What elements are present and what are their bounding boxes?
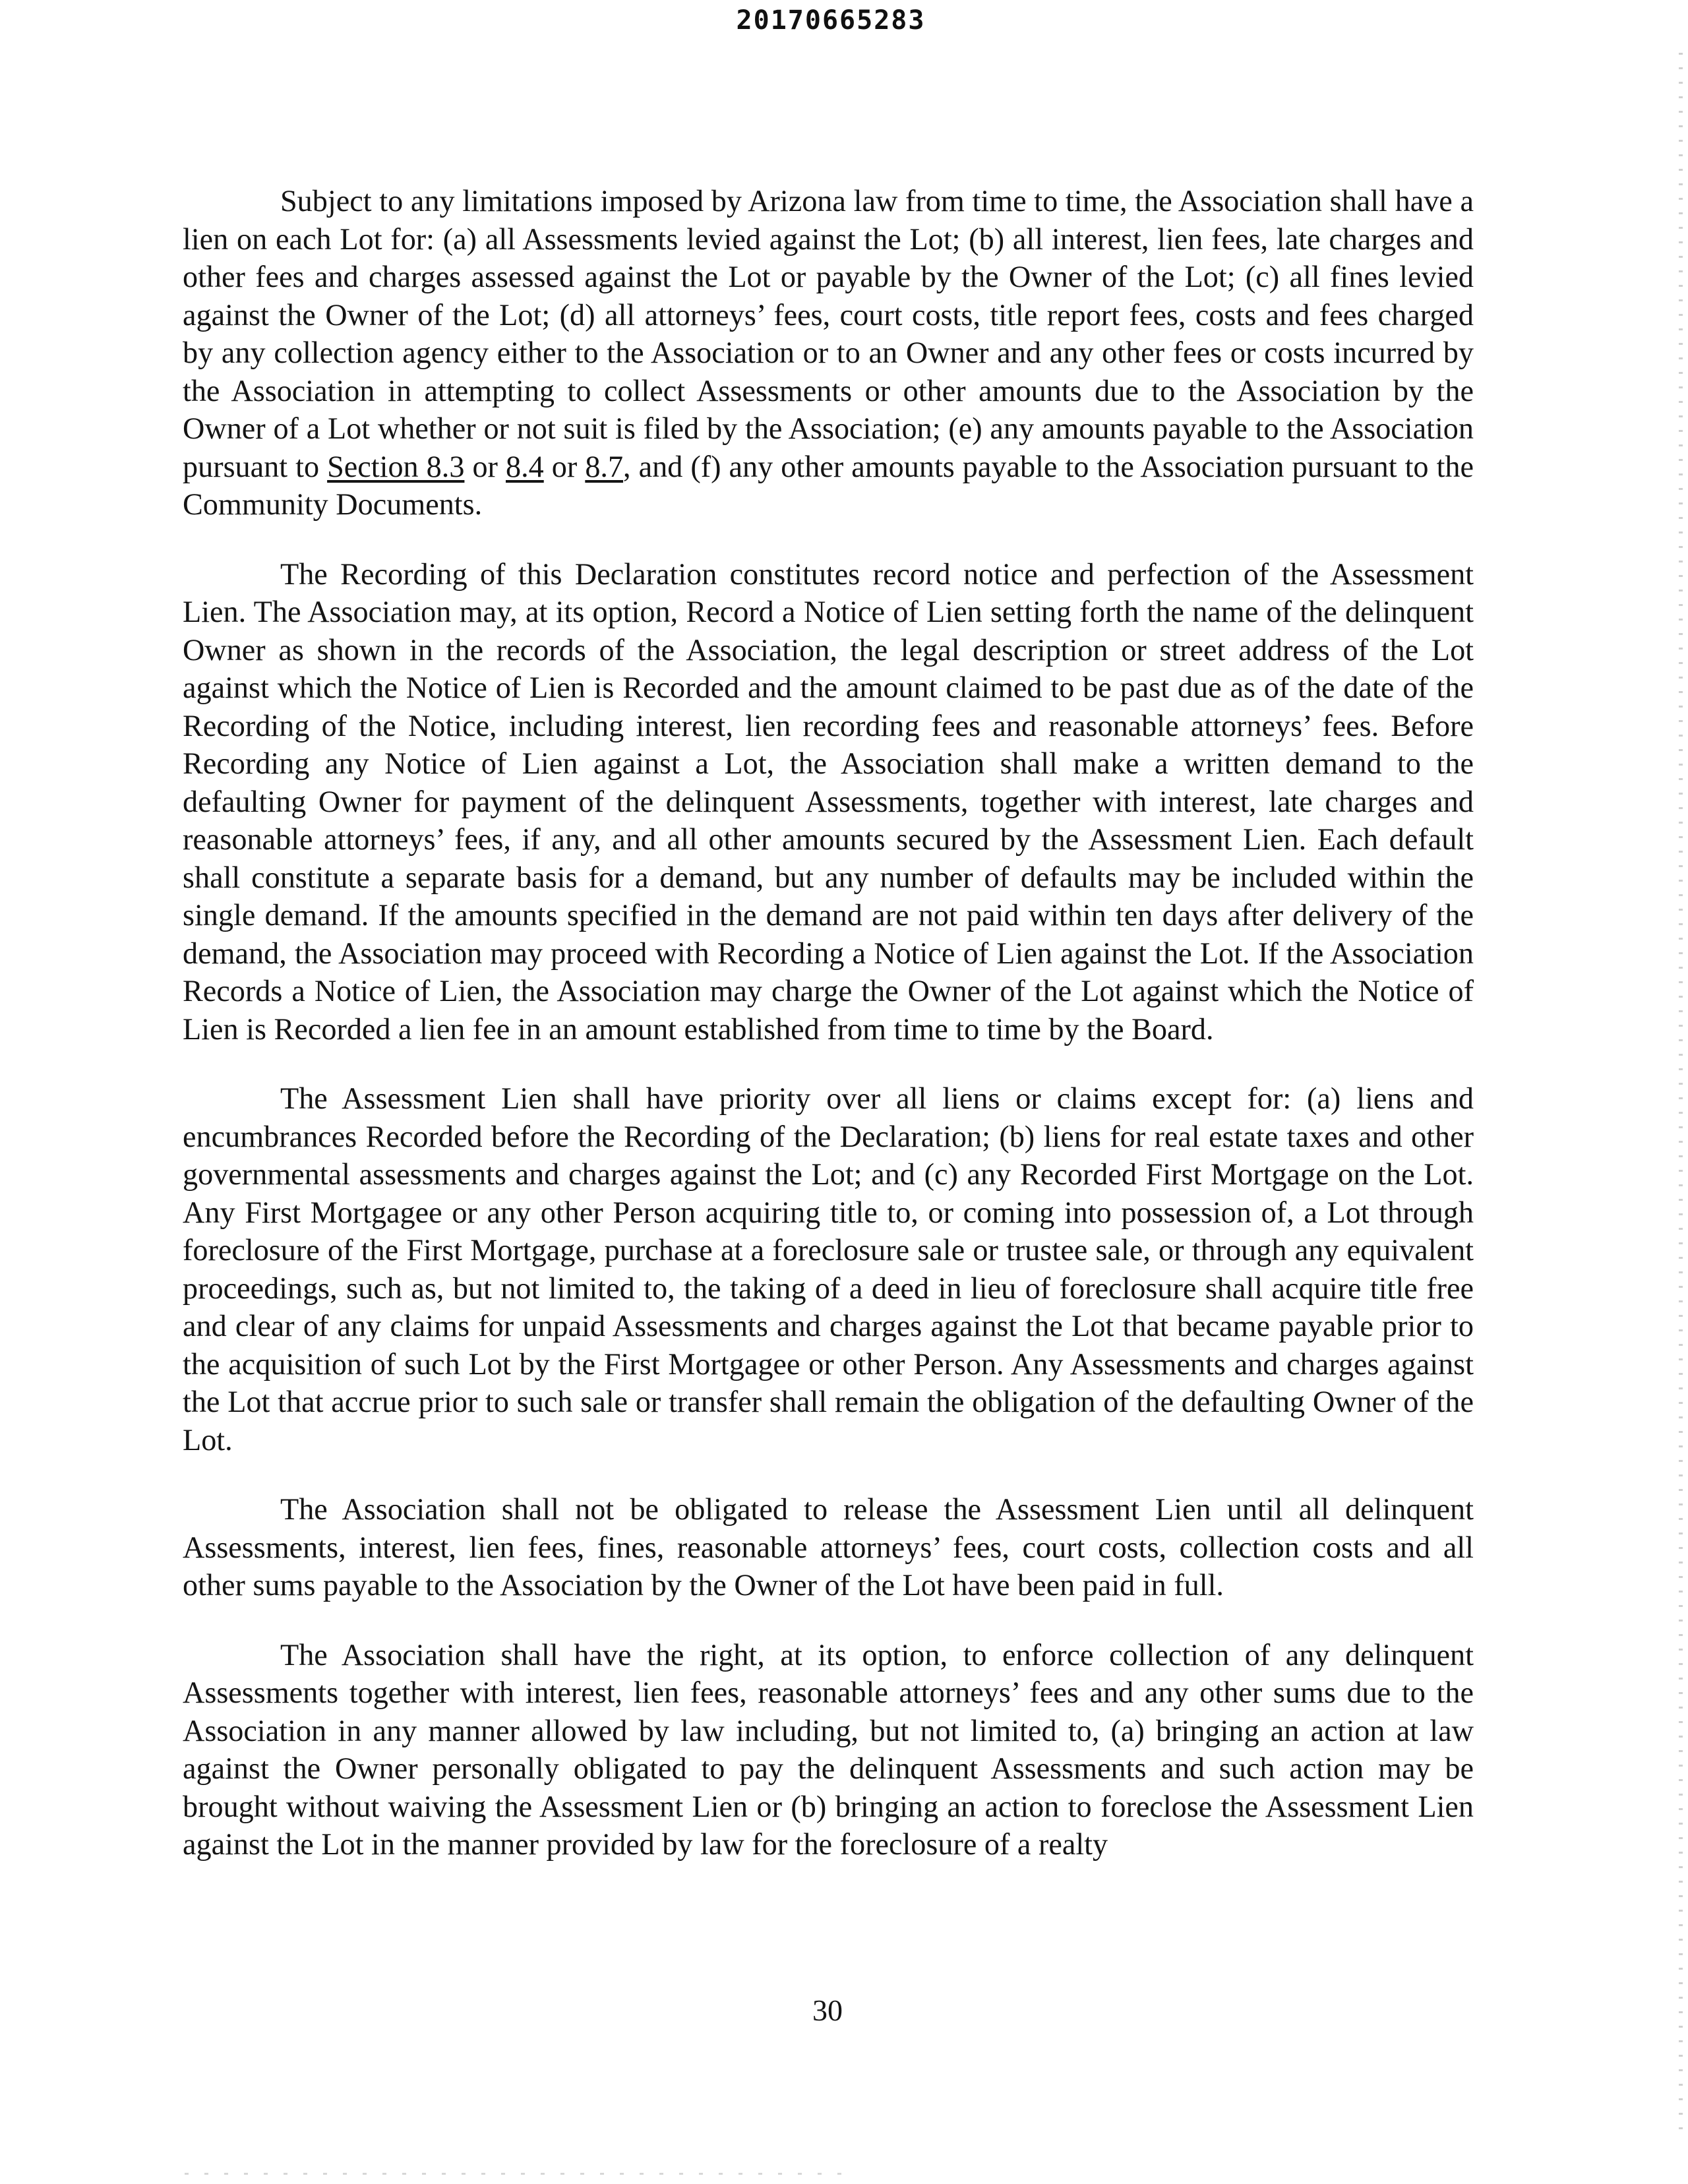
section-reference: Section 8.3 [327,449,465,483]
scan-edge-artifact [1679,53,1683,2130]
paragraph-lien-priority: The Assessment Lien shall have priority over all liens or claims except for: (a) liens and encumbrances Recorded before the Recording of the Declaration; (b) liens for real estate taxes and other governmental assessments and charges against the Lot; and (c) any Recorded First Mortgage on the Lot. Any First Mortgagee or any other Person acquiring title to, or coming into possession of, a Lot through foreclosure of the First Mortgage, purchase at a foreclosure sale or trustee sale, or through any equivalent proceedings, such as, but not limited to, the taking of a deed in lieu of foreclosure shall acquire title free and clear of any claims for unpaid Assessments and charges against the Lot that became payable prior to the acquisition of such Lot by the First Mortgagee or other Person. Any Assessments and charges against the Lot that accrue prior to such sale or transfer shall remain the obligation of the defaulting Owner of the Lot. [183,1081,1474,1457]
paragraph-notice-of-lien: The Recording of this Declaration constitutes record notice and perfection of the Assessment Lien. The Association may, at its option, Record a Notice of Lien setting forth the name of the delinquent Owner as shown in the records of the Association, the legal description or street address of the Lot against which the Notice of Lien is Recorded and the amount claimed to be past due as of the date of the Recording of the Notice, including interest, lien recording fees and reasonable attorneys’ fees. Before Recording any Notice of Lien against a Lot, the Association shall make a written demand to the defaulting Owner for payment of the delinquent Assessments, together with interest, late charges and reasonable attorneys’ fees, if any, and all other amounts secured by the Assessment Lien. Each default shall constitute a separate basis for a demand, but any number of defaults may be included within the single demand. If the amounts specified in the demand are not paid within ten days after delivery of the demand, the Association may proceed with Recording a Notice of Lien against the Lot. If the Association Records a Notice of Lien, the Association may charge the Owner of the Lot against which the Notice of Lien is Recorded a lien fee in an amount established from time to time by the Board. [183,557,1474,1046]
paragraph-text: , and (f) any other amounts payable to the Association pursuant to the Community Documents. [183,449,1474,521]
page-number: 30 [812,1993,843,2027]
document-body [183,182,1474,1895]
section-reference: 8.4 [506,449,544,483]
paragraph-text: or [543,449,586,483]
scan-bottom-artifact [185,2173,844,2175]
paragraph-text: Subject to any limitations imposed by Arizona law from time to time, the Association shall have a lien on each Lot for: (a) all Assessments levied against the Lot; (b) all interest, lien fees, late charges and other fees and charges assessed against the Lot or payable by the Owner of the Lot; (c) all fines levied against the Owner of the Lot; (d) all attorneys’ fees, court costs, title report fees, costs and fees charged by any collection agency either to the Association or to an Owner and any other fees or costs incurred by the Association in attempting to collect Assessments or other amounts due to the Association by the Owner of a Lot whether or not suit is filed by the Association; (e) any amounts payable to the Association pursuant to [183,184,1474,483]
document-number: 20170665283 [736,5,926,36]
paragraph-enforcement: The Association shall have the right, at its option, to enforce collection of any delinquent Assessments together with interest, lien fees, reasonable attorneys’ fees and any other sums due to the Association in any manner allowed by law including, but not limited to, (a) bringing an action at law against the Owner personally obligated to pay the delinquent Assessments and such action may be brought without waiving the Assessment Lien or (b) bringing an action to foreclose the Assessment Lien against the Lot in the manner provided by law for the foreclosure of a realty [183,1637,1474,1861]
paragraph-lien-scope [183,182,1474,524]
paragraph-lien-release: The Association shall not be obligated to release the Assessment Lien until all delinquent Assessments, interest, lien fees, fines, reasonable attorneys’ fees, court costs, collection costs and all other sums payable to the Association by the Owner of the Lot have been paid in full. [183,1492,1474,1602]
section-reference: 8.7 [585,449,624,483]
paragraph-text: or [464,449,506,483]
